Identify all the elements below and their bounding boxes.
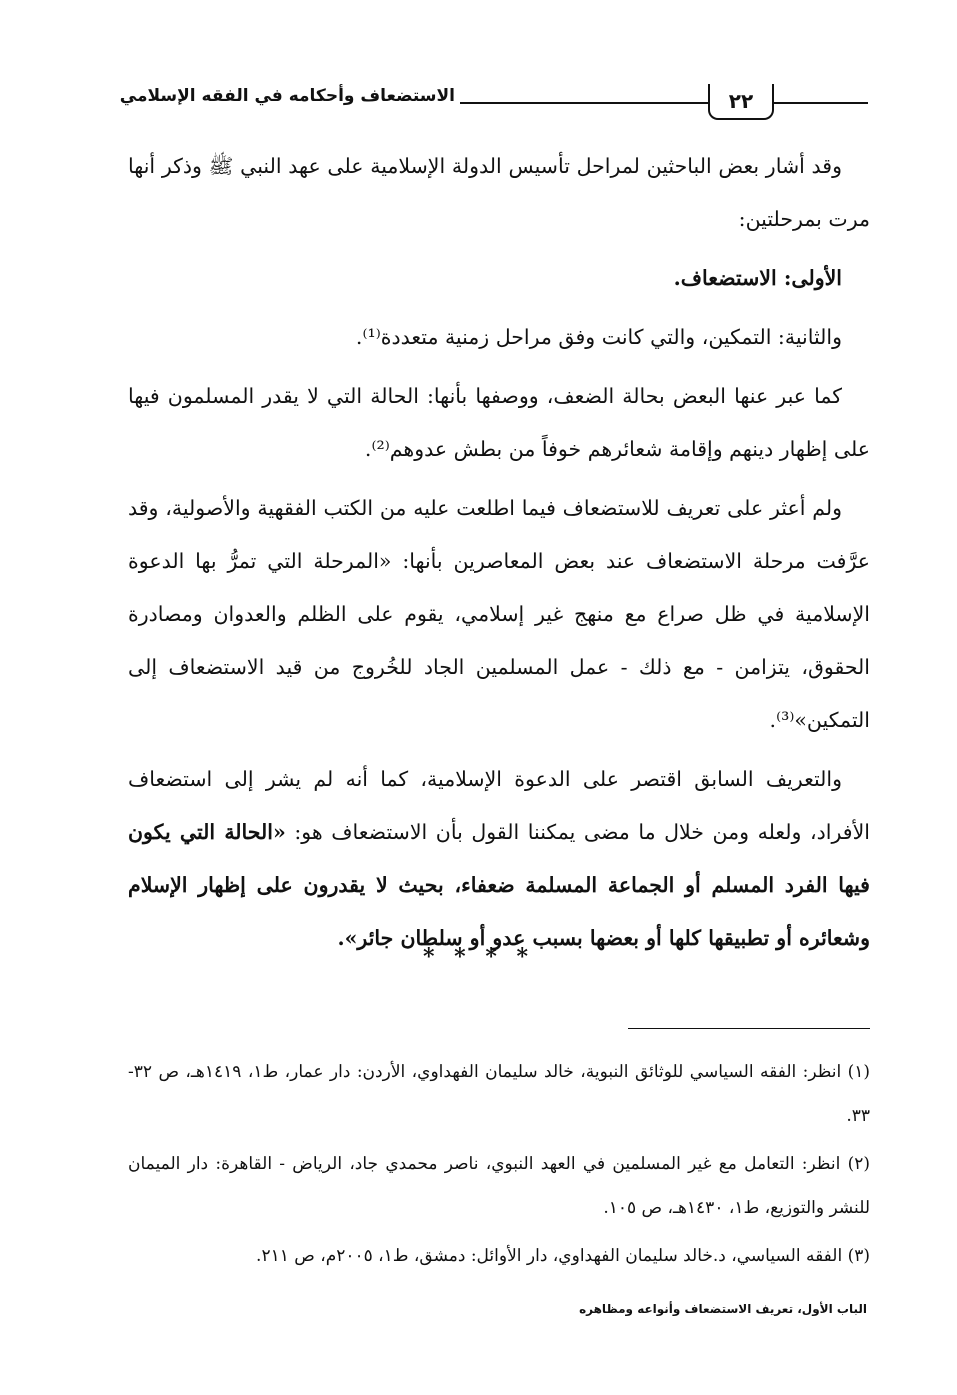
paragraph-weakness-description: كما عبر عنها البعض بحالة الضعف، ووصفها بأنها: الحالة التي لا يقدر المسلمون فيها على إظهار دينهم وإقامة شعائرهم خوفاً من بطش عدوهم⁽²⁾.: [128, 384, 870, 461]
footnote-1: (١) انظر: الفقه السياسي للوثائق النبوية، خالد سليمان الفهداوي، الأردن: دار عمار، ط١، ١٤١٩هـ، ص ٣٢- ٣٣.: [128, 1062, 871, 1126]
running-footer: الباب الأول، تعريف الاستضعاف وأنواعه ومظاهره: [579, 1302, 867, 1316]
book-title: الاستضعاف وأحكامه في الفقه الإسلامي: [119, 86, 455, 106]
footnote-2: (٢) انظر: التعامل مع غير المسلمين في العهد النبوي، ناصر محمدي جاد، الرياض - القاهرة: دار الميمان للنشر والتوزيع، ط١، ١٤٣٠هـ، ص ١٠٥.: [128, 1154, 870, 1218]
footnotes: [128, 1050, 870, 1282]
paragraph-second-stage: والثانية: التمكين، والتي كانت وفق مراحل زمنية متعددة⁽¹⁾.: [355, 325, 842, 349]
paragraph-first-stage: الأولى: الاستضعاف.: [673, 266, 842, 290]
page-number: ٢٢: [708, 84, 774, 120]
paragraph-proposed-definition: [128, 753, 870, 965]
header-rule-right: [762, 102, 868, 104]
footnote-divider: [628, 1028, 870, 1029]
main-text: [128, 140, 870, 971]
paragraph-definition: ولم أعثر على تعريف للاستضعاف فيما اطلعت عليه من الكتب الفقهية والأصولية، وقد عرَّفت مرحلة الاستضعاف عند بعض المعاصرين بأنها: «المرحلة التي تمرُّ بها الدعوة الإسلامية في ظل صراع مع منهج غير إسلامي، يقوم على الظلم والعدوان ومصادرة الحقوق، يتزامن - مع ذلك - عمل المسلمين الجاد للخُروج من قيد الاستضعاف إلى التمكين»⁽³⁾.: [128, 496, 870, 732]
paragraph-1: وقد أشار بعض الباحثين لمراحل تأسيس الدولة الإسلامية على عهد النبي ﷺ وذكر أنها مرت بمرحلتين:: [128, 154, 870, 231]
running-header: [120, 80, 868, 124]
section-separator: * * * *: [423, 944, 534, 970]
proposed-definition-bold: «الحالة التي يكون فيها الفرد المسلم أو الجماعة المسلمة ضعفاء، بحيث لا يقدرون على إظهار الإسلام وشعائره أو تطبيقها كلها أو بعضها بسبب عدو أو سلطان جائر».: [128, 820, 870, 950]
proposed-definition-intro: والتعريف السابق اقتصر على الدعوة الإسلامية، كما أنه لم يشر إلى استضعاف الأفراد، ولعله ومن خلال ما مضى يمكننا القول بأن الاستضعاف هو:: [128, 767, 870, 844]
footnote-3: (٣) الفقه السياسي، د.خالد سليمان الفهداوي، دار الأوائل: دمشق، ط١، ٢٠٠٥م، ص ٢١١.: [256, 1246, 870, 1266]
